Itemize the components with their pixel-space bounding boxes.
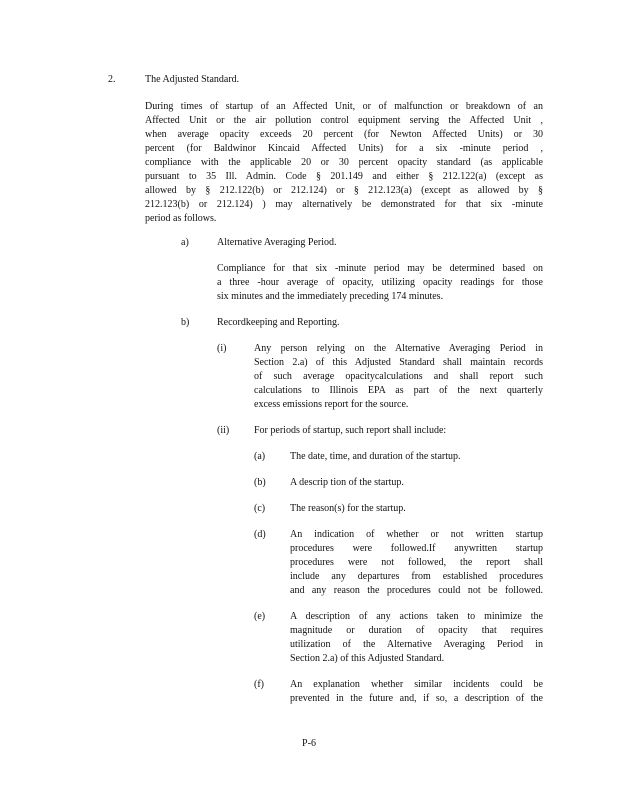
- intro-line: compliance with the applicable 20 or 30 percent opacity standard (as applicable: [145, 157, 543, 168]
- intro-paragraph: [145, 100, 543, 226]
- report-item-label: (d): [254, 529, 266, 540]
- report-item-paragraph: [290, 678, 543, 706]
- sub-i-paragraph: [254, 342, 543, 412]
- report-item-line: utilization of the Alternative Averaging Period in: [290, 639, 543, 650]
- report-item-paragraph: [290, 610, 543, 666]
- report-item-line: include any departures from established procedures: [290, 571, 543, 582]
- sub-ii-heading: For periods of startup, such report shall include:: [254, 425, 447, 436]
- intro-line: period as follows.: [145, 213, 217, 224]
- item-a-paragraph: [217, 262, 543, 304]
- page-number: P-6: [302, 738, 316, 749]
- report-item-line: magnitude or duration of opacity that requires: [290, 625, 543, 636]
- sub-i-line: Section 2.a) of this Adjusted Standard shall maintain records: [254, 357, 543, 368]
- report-item-line: procedures were followed.If anywritten startup: [290, 543, 543, 554]
- report-item-label: (b): [254, 477, 266, 488]
- item-a-line: six minutes and the immediately preceding 174 minutes.: [217, 291, 444, 302]
- report-item-line: An indication of whether or not written startup: [290, 529, 543, 540]
- report-item-paragraph: [290, 528, 543, 598]
- item-b-label: b): [181, 317, 190, 328]
- item-b-heading: Recordkeeping and Reporting.: [217, 317, 340, 328]
- intro-line: 212.123(b) or 212.124) ) may alternatively be demonstrated for that six -minute: [145, 199, 543, 210]
- item-a-line: Compliance for that six -minute period may be determined based on: [217, 263, 543, 274]
- report-item-line: An explanation whether similar incidents could be: [290, 679, 543, 690]
- item-a-line: a three -hour average of opacity, utilizing opacity readings for those: [217, 277, 543, 288]
- report-item-line: A description of any actions taken to minimize the: [290, 611, 543, 622]
- report-item-line: Section 2.a) of this Adjusted Standard.: [290, 653, 445, 664]
- report-item-text: The reason(s) for the startup.: [290, 503, 406, 514]
- report-item-label: (a): [254, 451, 266, 462]
- sub-i-line: excess emissions report for the source.: [254, 399, 409, 410]
- report-item-text: A descrip tion of the startup.: [290, 477, 404, 488]
- section-heading: The Adjusted Standard.: [145, 74, 240, 85]
- intro-line: During times of startup of an Affected Unit, or of malfunction or breakdown of an: [145, 101, 543, 112]
- sub-i-label: (i): [217, 343, 227, 354]
- item-a-heading: Alternative Averaging Period.: [217, 237, 337, 248]
- report-item-label: (e): [254, 611, 266, 622]
- section-number: 2.: [108, 74, 116, 85]
- intro-line: percent (for Baldwinor Kincaid Affected Units) for a six -minute period ,: [145, 143, 543, 154]
- report-item-line: prevented in the future and, if so, a description of the: [290, 693, 543, 704]
- item-a-label: a): [181, 237, 189, 248]
- sub-i-line: Any person relying on the Alternative Averaging Period in: [254, 343, 543, 354]
- intro-line: pursuant to 35 Ill. Admin. Code § 201.149 and either § 212.122(a) (except as: [145, 171, 543, 182]
- sub-i-line: of such average opacitycalculations and shall report such: [254, 371, 543, 382]
- intro-line: when average opacity exceeds 20 percent (for Newton Affected Units) or 30: [145, 129, 543, 140]
- report-item-text: The date, time, and duration of the startup.: [290, 451, 461, 462]
- report-item-label: (c): [254, 503, 266, 514]
- sub-ii-label: (ii): [217, 425, 230, 436]
- intro-line: Affected Unit or the air pollution control equipment serving the Affected Unit ,: [145, 115, 543, 126]
- sub-i-line: calculations to Illinois EPA as part of the next quarterly: [254, 385, 543, 396]
- report-item-line: procedures were not followed, the report shall: [290, 557, 543, 568]
- intro-line: allowed by § 212.122(b) or 212.124) or § 212.123(a) (except as allowed by §: [145, 185, 543, 196]
- report-item-line: and any reason the procedures could not be followed.: [290, 585, 543, 596]
- report-item-label: (f): [254, 679, 264, 690]
